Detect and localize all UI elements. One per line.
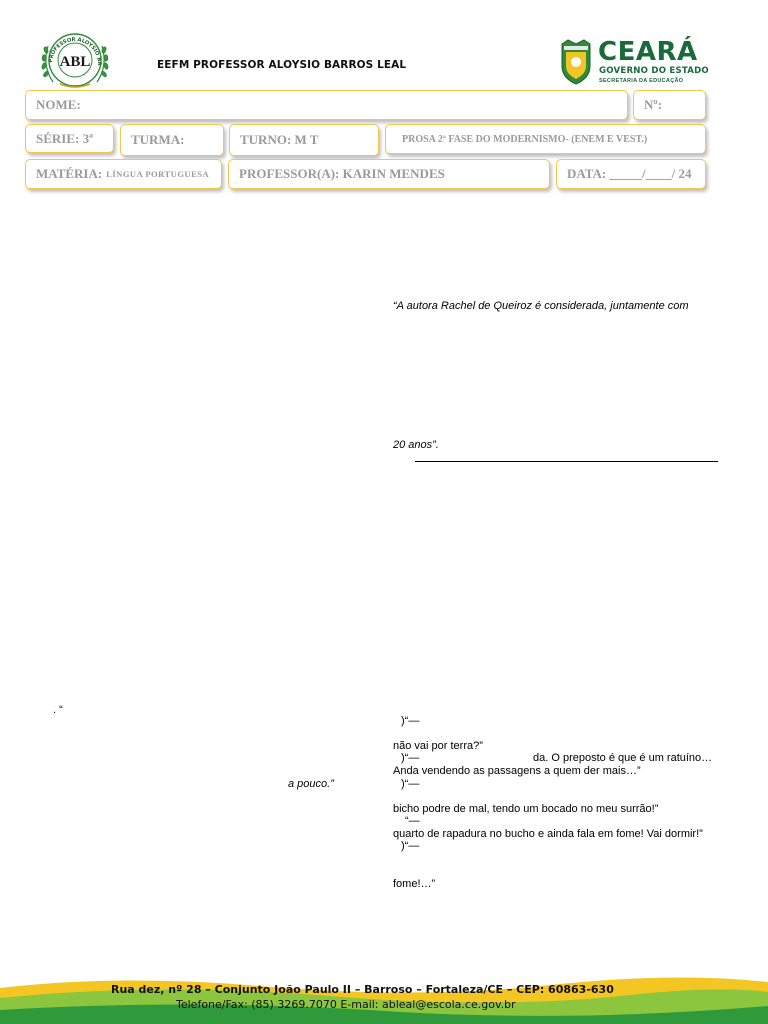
nome-field[interactable] xyxy=(25,90,628,120)
prosa-label: PROSA 2ª FASE DO MODERNISMO- (ENEM E VEST.) xyxy=(402,133,648,145)
footer-contact: Telefone/Fax: (85) 3269.7070 E-mail: ableal@escola.ce.gov.br xyxy=(176,998,516,1011)
dialogue-line: )“— xyxy=(401,840,420,852)
footer-wave-graphic xyxy=(0,968,768,1024)
serie-label: SÉRIE: 3ª xyxy=(36,130,93,146)
quote-line-1: “A autora Rachel de Queiroz é considerada, juntamente com xyxy=(393,300,689,312)
dialogue-line: )“— xyxy=(401,778,420,790)
data-field[interactable] xyxy=(556,159,706,189)
dialogue-line: )“— xyxy=(401,752,420,764)
svg-text:PROFESSOR ALOYSIO BARROS LEAL: PROFESSOR ALOYSIO BA xyxy=(47,36,103,66)
dialogue-line: da. O preposto é que é um ratuíno… xyxy=(533,752,713,764)
numero-field[interactable] xyxy=(633,90,706,120)
ceara-coat-of-arms-icon xyxy=(556,38,596,86)
prosa-field xyxy=(385,124,706,154)
ceara-subtitle: GOVERNO DO ESTADO xyxy=(599,66,709,76)
dialogue-line: bicho podre de mal, tendo um bocado no meu surrão!” xyxy=(393,803,659,815)
footer-address: Rua dez, nº 28 – Conjunto João Paulo II – Barroso – Fortaleza/CE – CEP: 60863-630 xyxy=(111,983,614,996)
turma-field[interactable] xyxy=(120,124,224,156)
divider-line xyxy=(415,461,718,462)
dialogue-line: )“— xyxy=(401,715,420,727)
ceara-department: SECRETARIA DA EDUCAÇÃO xyxy=(599,78,684,84)
materia-value: LÍNGUA PORTUGUESA xyxy=(106,169,210,179)
dialogue-line: não vai por terra?” xyxy=(393,740,483,752)
ceara-title: CEARÁ xyxy=(598,37,698,67)
turma-label: TURMA: xyxy=(131,132,185,147)
school-logo xyxy=(38,24,112,92)
school-seal-icon xyxy=(38,24,112,92)
turno-field[interactable] xyxy=(229,124,379,156)
dialogue-line: quarto de rapadura no bucho e ainda fala em fome! Vai dormir!” xyxy=(393,828,703,840)
svg-text:ABL: ABL xyxy=(59,54,91,70)
quote-line-2: 20 anos”. xyxy=(393,439,439,451)
materia-label: MATÉRIA: xyxy=(36,166,103,181)
school-name: EEFM PROFESSOR ALOYSIO BARROS LEAL xyxy=(157,59,407,71)
dialogue-line: “— xyxy=(405,815,420,827)
dialogue-line: fome!…” xyxy=(393,878,436,890)
professor-field[interactable] xyxy=(228,159,550,189)
turno-label: TURNO: M T xyxy=(240,132,319,147)
footer-band xyxy=(0,968,768,1024)
materia-field[interactable] xyxy=(25,159,222,189)
dialogue-line: Anda vendendo as passagens a quem der mais…” xyxy=(393,765,641,777)
data-label: DATA: _____/____/ 24 xyxy=(567,166,692,181)
serie-field[interactable] xyxy=(25,124,114,153)
professor-label: PROFESSOR(A): KARIN MENDES xyxy=(239,166,445,181)
nome-label: NOME: xyxy=(36,97,81,112)
numero-label: Nº: xyxy=(644,97,663,112)
left-quote-mark: . “ xyxy=(53,704,63,716)
left-pouco-text: a pouco.” xyxy=(288,778,334,790)
